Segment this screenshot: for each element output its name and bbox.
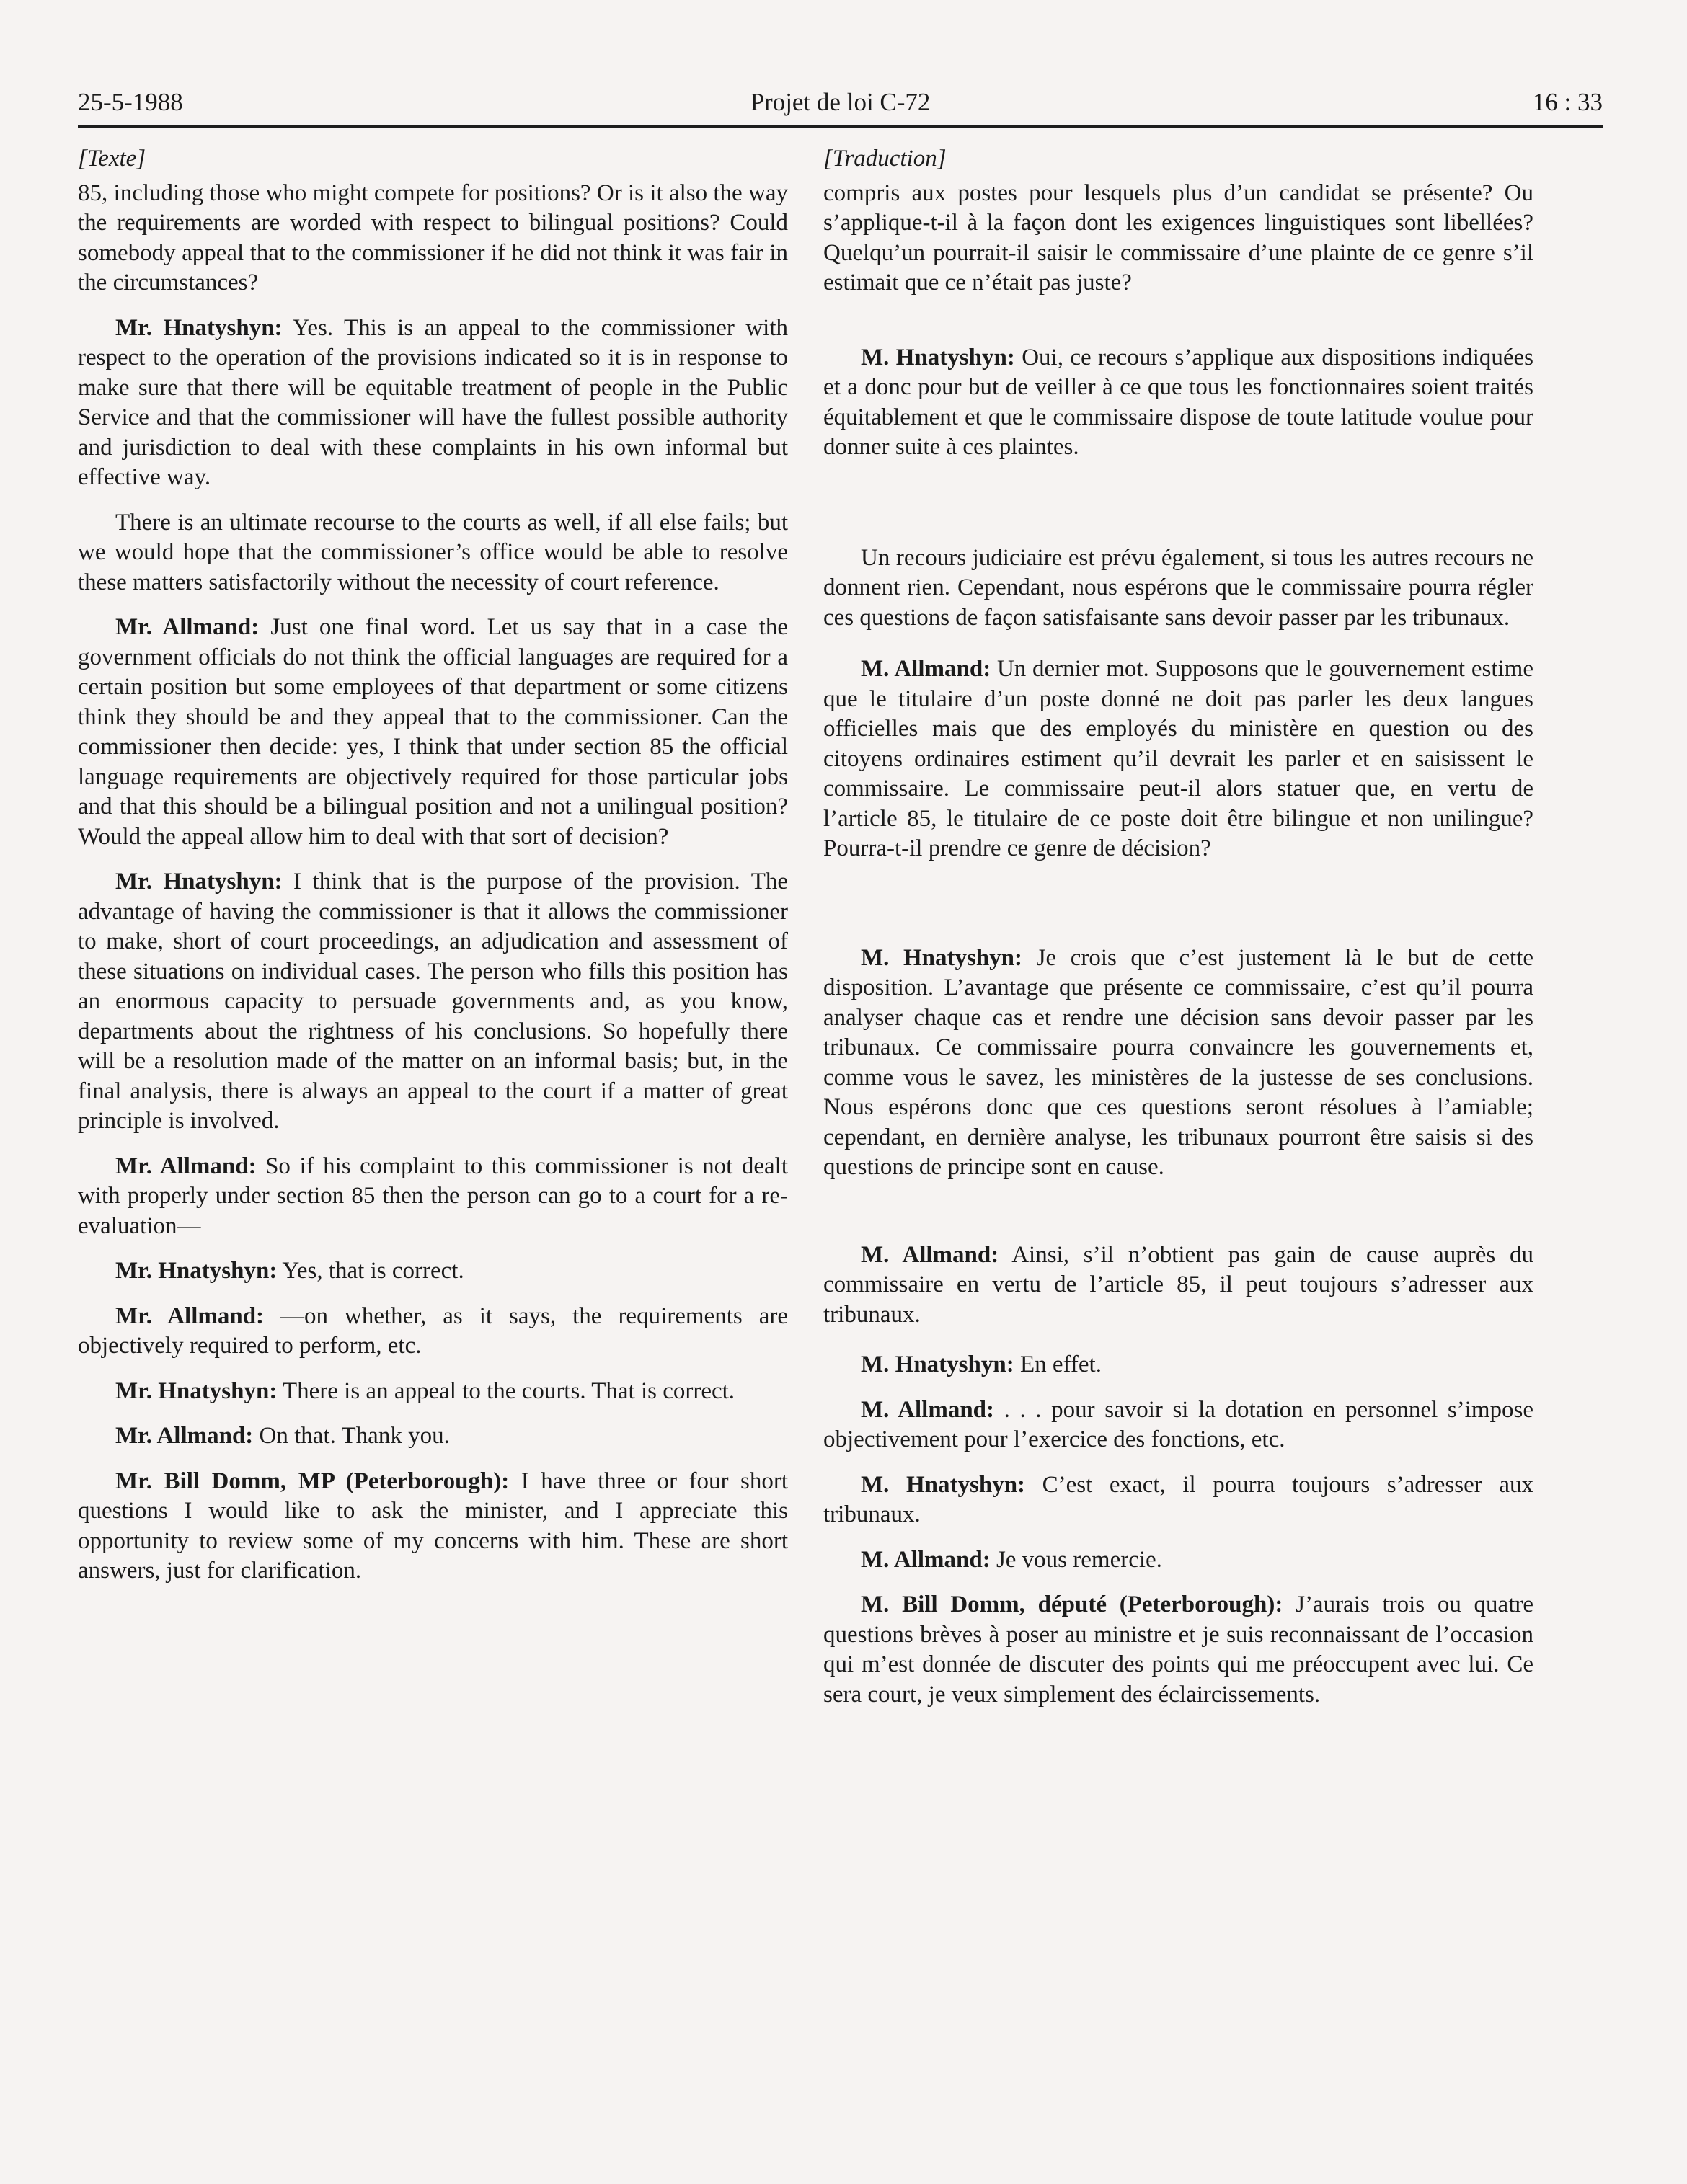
speaker-name: Mr. Allmand: bbox=[115, 1423, 254, 1449]
paragraph bbox=[78, 179, 788, 298]
speech-text: C’est exact, il pourra toujours s’adresser aux tribunaux. bbox=[823, 1471, 1533, 1527]
header-date: 25-5-1988 bbox=[78, 88, 183, 116]
speech-text: On that. Thank you. bbox=[253, 1423, 450, 1449]
speaker-name: Mr. Hnatyshyn: bbox=[115, 869, 283, 895]
speech-text: Yes, that is correct. bbox=[277, 1258, 464, 1284]
speech-text: Ainsi, s’il n’obtient pas gain de cause auprès du commissaire en vertu de l’article 85, il peut toujours s’adresser aux tribunaux. bbox=[823, 1241, 1533, 1328]
header-title: Projet de loi C-72 bbox=[750, 88, 931, 116]
paragraph-text: Un recours judiciaire est prévu également, si tous les autres recours ne donnent rien. Cependant, nous espérons que le commissaire pourra régler ces questions de façon satisfaisante sans devoir passer par les tribunaux. bbox=[823, 544, 1533, 631]
speech-text: I think that is the purpose of the provision. The advantage of having the commissioner is that it allows the commissioner to make, short of court proceedings, an adjudication and assessment of these situations on individual cases. The person who fills this position has an enormous capacity to persuade governments and, as you know, departments about the rightness of his conclusions. So hopefully there will be a resolution made of the matter on an informal basis; but, in the final analysis, there is always an appeal to the court if a matter of great principle is involved. bbox=[78, 869, 788, 1134]
text-tag: [Texte] bbox=[78, 146, 146, 172]
paragraph-text: 85, including those who might compete for positions? Or is it also the way the requirements are worded with respect to bilingual positions? Could somebody appeal that to the commissioner if he did not think it was fair in the circumstances? bbox=[78, 179, 788, 296]
speech-paragraph bbox=[78, 1421, 788, 1452]
speech-text: Yes. This is an appeal to the commissioner with respect to the operation of the provisions indicated so it is in response to make sure that there will be equitable treatment of people in the Public Service and that the commissioner will have the fullest possible authority and jurisdiction to deal with these complaints in his own informal but effective way. bbox=[78, 314, 788, 490]
speech-text: J’aurais trois ou quatre questions brèves à poser au ministre et je suis reconnaissant de l’occasion qui m’est donnée de discuter des points qui me préoccupent avec lui. Ce sera court, je veux simplement des éclaircissements. bbox=[823, 1592, 1534, 1708]
header-page-number: 16 : 33 bbox=[1532, 88, 1603, 116]
speech-text: There is an appeal to the courts. That is correct. bbox=[277, 1377, 735, 1404]
speech-text: Un dernier mot. Supposons que le gouvernement estime que le titulaire d’un poste donné ne doit pas parler les deux langues officielles mais que des employés du ministère en question ou des citoyens ordinaires estiment qu’il devrait les parler et en saisissent le commissaire. Le commissaire peut-il alors statuer que, en vertu de l’article 85, le titulaire de ce poste doit être bilingue et non unilingue? Pourra-t-il prendre ce genre de décision? bbox=[823, 656, 1533, 861]
speech-text: En effet. bbox=[1014, 1351, 1102, 1377]
speech-paragraph bbox=[823, 944, 1533, 1183]
speech-text: Oui, ce recours s’applique aux dispositions indiquées et a donc pour but de veiller à ce que tous les fonctionnaires soient traités équitablement et que le commissaire dispose de toute latitude voulue pour donner suite à ces plaintes. bbox=[823, 344, 1533, 460]
speech-paragraph bbox=[823, 1545, 1533, 1576]
speaker-name: Mr. Hnatyshyn: bbox=[115, 1258, 278, 1284]
page-header bbox=[78, 85, 1603, 128]
speaker-name: Mr. Allmand: bbox=[115, 1302, 265, 1329]
speaker-name: M. Allmand: bbox=[861, 1396, 995, 1423]
french-column bbox=[823, 144, 1533, 1710]
speech-text: Je vous remercie. bbox=[990, 1546, 1162, 1573]
speaker-name: Mr. Allmand: bbox=[115, 614, 260, 640]
speech-paragraph bbox=[78, 1256, 788, 1287]
speech-paragraph bbox=[823, 1590, 1533, 1710]
speech-text: Just one final word. Let us say that in a case the government officials do not think the official languages are required for a certain position but some employees of that department or some citizens think they should be and they appeal that to the commissioner. Can the commissioner then decide: yes, I think that under section 85 the official language requirements are objectively required for those particular jobs and that this should be a bilingual position and not a unilingual position? Would the appeal allow him to deal with that sort of decision? bbox=[78, 614, 788, 850]
speech-paragraph bbox=[78, 613, 788, 852]
speech-paragraph bbox=[823, 1470, 1533, 1530]
paragraph bbox=[823, 179, 1533, 298]
speech-text: So if his complaint to this commissioner is not dealt with properly under section 85 then the person can go to a court for a re-evaluation— bbox=[78, 1153, 788, 1239]
speaker-name: Mr. Allmand: bbox=[115, 1153, 257, 1179]
speaker-name: M. Hnatyshyn: bbox=[861, 944, 1023, 971]
speech-paragraph bbox=[823, 1395, 1533, 1455]
paragraph bbox=[823, 543, 1533, 634]
paragraph bbox=[78, 508, 788, 598]
speaker-name: Mr. Bill Domm, MP (Peterborough): bbox=[115, 1468, 510, 1494]
translation-tag: [Traduction] bbox=[823, 146, 947, 172]
speech-paragraph bbox=[823, 654, 1533, 864]
speaker-name: M. Allmand: bbox=[861, 1241, 999, 1268]
speech-paragraph bbox=[78, 1377, 788, 1407]
speech-text: Je crois que c’est justement là le but de cette disposition. L’avantage que présente ce commissaire, c’est qu’il pourra analyser chaque cas et rendre une décision sans devoir passer par les tribunaux. Ce commissaire pourra convaincre les gouvernements et, comme vous le savez, les ministères de la justesse de ses conclusions. Nous espérons donc que ces questions seront résolues à l’amiable; cependant, en dernière analyse, les tribunaux pourront être saisis si des questions de principe sont en cause. bbox=[823, 944, 1533, 1180]
speaker-name: M. Bill Domm, député (Peterborough): bbox=[861, 1592, 1283, 1617]
english-column bbox=[78, 144, 788, 1586]
speech-paragraph bbox=[823, 343, 1533, 463]
speech-paragraph bbox=[823, 1350, 1533, 1380]
speech-text: I have three or four short questions I would like to ask the minister, and I appreciate this opportunity to review some of my concerns with him. These are short answers, just for clarification. bbox=[78, 1468, 788, 1584]
speech-paragraph bbox=[78, 1152, 788, 1242]
speech-paragraph bbox=[823, 1240, 1533, 1331]
speaker-name: Mr. Hnatyshyn: bbox=[115, 314, 283, 341]
speech-text: —on whether, as it says, the requirements are objectively required to perform, etc. bbox=[78, 1302, 788, 1359]
paragraph-text: compris aux postes pour lesquels plus d’un candidat se présente? Ou s’applique-t-il à la façon dont les exigences linguistiques sont libellées? Quelqu’un pourrait-il saisir le commissaire d’une plainte de ce genre s’il estimait que ce n’était pas juste? bbox=[823, 179, 1533, 296]
speech-paragraph bbox=[78, 867, 788, 1137]
speaker-name: M. Hnatyshyn: bbox=[861, 344, 1015, 370]
speaker-name: M. Allmand: bbox=[861, 656, 991, 682]
speaker-name: M. Hnatyshyn: bbox=[861, 1471, 1026, 1498]
speaker-name: M. Allmand: bbox=[861, 1546, 991, 1573]
paragraph-text: There is an ultimate recourse to the courts as well, if all else fails; but we would hope that the commissioner’s office would be able to resolve these matters satisfactorily without the necessity of court reference. bbox=[78, 509, 788, 595]
speech-paragraph bbox=[78, 1302, 788, 1362]
speech-text: . . . pour savoir si la dotation en personnel s’impose objectivement pour l’exercice des fonctions, etc. bbox=[823, 1396, 1533, 1452]
speech-paragraph bbox=[78, 314, 788, 493]
speech-paragraph bbox=[78, 1467, 788, 1586]
speaker-name: M. Hnatyshyn: bbox=[861, 1351, 1014, 1377]
speaker-name: Mr. Hnatyshyn: bbox=[115, 1377, 278, 1404]
